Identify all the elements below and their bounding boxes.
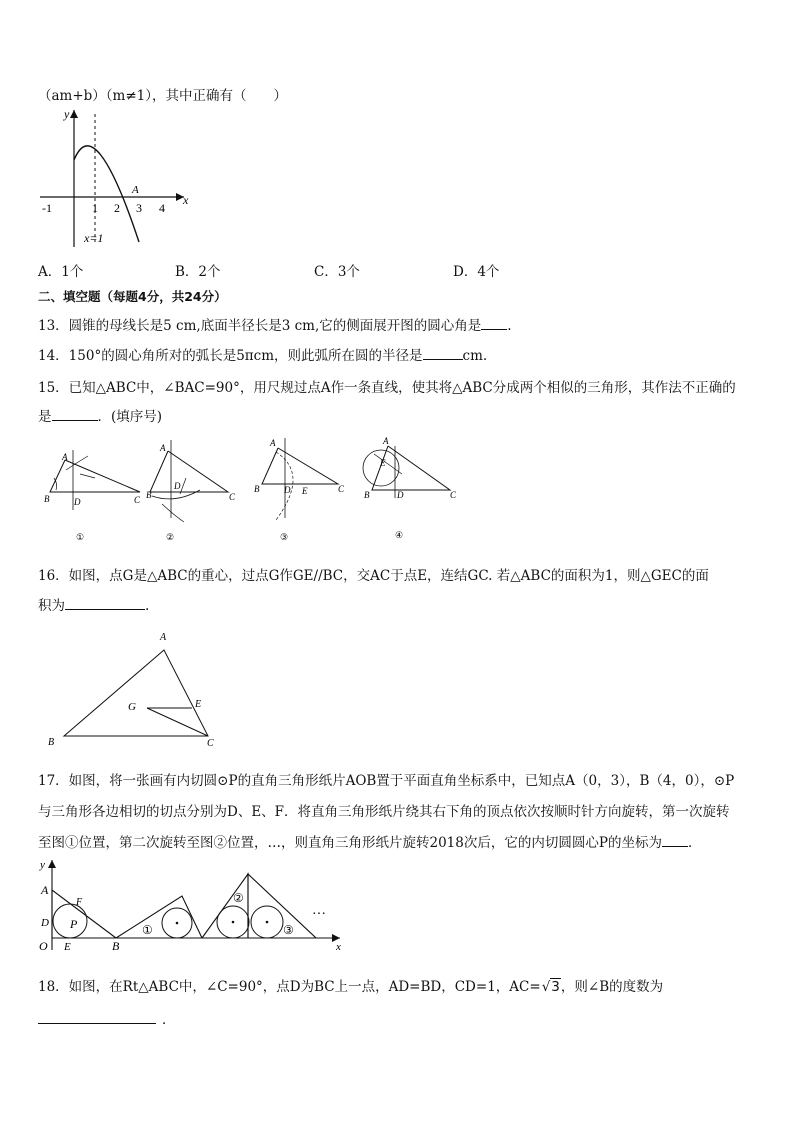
tick-neg1: -1 xyxy=(42,201,52,215)
q18-answer-blank[interactable] xyxy=(38,1011,156,1024)
q17-label-e: E xyxy=(64,941,71,953)
q15-f4-label-a: A xyxy=(383,436,389,446)
question-18 xyxy=(38,975,663,995)
q17-label-x: x xyxy=(336,941,341,953)
q15-figures xyxy=(40,434,480,550)
option-c: C．3个 xyxy=(314,264,360,280)
option-b: B．2个 xyxy=(175,264,221,280)
q17-rotation-figure xyxy=(34,856,348,954)
q16-line1: 16．如图，点G是△ABC的重心，过点G作GE//BC，交AC于点E，连结GC. 若△ABC的面积为1，则△GEC的面 xyxy=(38,568,709,584)
option-a: A．1个 xyxy=(38,264,84,280)
q18-answer-line xyxy=(38,1008,176,1028)
q15-f3-label-e: E xyxy=(302,486,308,496)
q17-line3-text: 至图①位置，第二次旋转至图②位置，…，则直角三角形纸片旋转2018次后，它的内切圆圆心P的坐标为 xyxy=(38,835,662,851)
q12-tail: （am+b）（m≠1），其中正确有（ ） xyxy=(38,88,288,104)
sqrt-symbol: √3 xyxy=(541,979,560,995)
q18-sqrt-value: 3 xyxy=(551,979,560,995)
q16-label-c: C xyxy=(207,738,214,749)
q15-f3-label-b: B xyxy=(254,484,260,494)
q16-answer-blank[interactable] xyxy=(65,597,145,610)
q15-f3-label-a: A xyxy=(270,438,276,448)
q17-label-n1: ① xyxy=(142,923,153,937)
q14-answer-blank[interactable] xyxy=(423,347,463,360)
q17-label-b: B xyxy=(112,939,120,953)
q15-fig-num-3: ③ xyxy=(280,532,289,542)
q17-label-n3: ③ xyxy=(283,923,294,937)
q15-figure-1 xyxy=(44,450,141,542)
q16-end: . xyxy=(145,598,150,614)
q15-f4-label-d: D xyxy=(397,490,404,500)
q16-label-e: E xyxy=(195,699,202,710)
q14-end: cm. xyxy=(462,348,488,364)
q16-label-g: G xyxy=(128,701,136,713)
q15-f2-label-b: B xyxy=(146,490,152,500)
point-a-label: A xyxy=(132,184,139,196)
q16-line2 xyxy=(38,594,149,614)
q14-text: 14．150°的圆心角所对的弧长是5πcm，则此弧所在圆的半径是 xyxy=(38,348,423,364)
q15-f4-label-b: B xyxy=(364,490,370,500)
q15-figure-2 xyxy=(146,440,236,542)
q17-label-p: P xyxy=(70,917,78,931)
q15-f1-label-a: A xyxy=(62,452,68,462)
tick-1: 1 xyxy=(92,201,98,215)
q18-text: 18．如图，在Rt△ABC中，∠C=90°，点D为BC上一点，AD=BD，CD=1，AC= xyxy=(38,979,541,995)
q17-label-n2: ② xyxy=(233,891,244,905)
q16-label-a: A xyxy=(160,632,167,643)
q17-answer-blank[interactable] xyxy=(662,834,688,847)
q15-figure-4 xyxy=(363,436,457,540)
q18-end: ． xyxy=(162,1012,176,1028)
q15-f1-label-b: B xyxy=(44,494,50,504)
q17-line2: 与三角形各边相切的切点分别为D、E、F．将直角三角形纸片绕其右下角的顶点依次按顺时针方向旋转，第一次旋转 xyxy=(38,804,730,820)
q15-f2-label-a: A xyxy=(160,443,166,453)
q17-label-y: y xyxy=(40,859,45,871)
q15-answer-blank[interactable] xyxy=(52,408,98,421)
q15-line2 xyxy=(38,405,162,425)
q16-line2-start: 积为 xyxy=(38,598,65,614)
tick-3: 3 xyxy=(136,201,142,215)
q17-label-d: D xyxy=(41,917,49,929)
question-14 xyxy=(38,344,487,364)
q13-end: . xyxy=(507,318,512,334)
q15-line2-end: ．(填序号) xyxy=(97,409,163,425)
q15-f1-label-c: C xyxy=(134,495,141,505)
parabola-curve xyxy=(74,146,139,242)
q17-line3 xyxy=(38,831,701,851)
option-d: D．4个 xyxy=(453,264,500,280)
q17-label-dots: … xyxy=(312,903,326,918)
q15-fig-num-1: ① xyxy=(76,532,85,542)
q13-text: 13．圆锥的母线长是5 cm,底面半径长是3 cm,它的侧面展开图的圆心角是 xyxy=(38,318,482,334)
q16-label-b: B xyxy=(48,737,55,748)
q15-line1: 15．已知△ABC中，∠BAC=90°，用尺规过点A作一条直线，使其将△ABC分成两个相似的三角形，其作法不正确的 xyxy=(38,380,736,396)
axis-label-x1: x=1 xyxy=(84,231,104,245)
q15-f3-label-c: C xyxy=(338,484,345,494)
q15-f4-label-c: C xyxy=(450,490,457,500)
q15-line2-start: 是 xyxy=(38,409,52,425)
y-label: y xyxy=(64,107,70,121)
question-13 xyxy=(38,314,512,334)
q15-f1-label-d: D xyxy=(74,497,81,507)
section-2-title: 二、填空题（每题4分，共24分） xyxy=(38,289,227,304)
q15-f2-label-c: C xyxy=(229,492,236,502)
q15-f3-label-d: D xyxy=(284,485,291,495)
q17-line1: 17．如图，将一张画有内切圆⊙P的直角三角形纸片AOB置于平面直角坐标系中，已知点A（0，3），B（4，0），⊙P xyxy=(38,773,735,789)
q15-fig-num-4: ④ xyxy=(395,530,404,540)
q13-answer-blank[interactable] xyxy=(481,317,507,330)
y-axis-arrow xyxy=(70,110,78,118)
q15-f4-label-e: E xyxy=(380,458,386,468)
q15-figure-3 xyxy=(254,438,345,542)
tick-4: 4 xyxy=(159,201,165,215)
q17-end: ． xyxy=(687,835,702,851)
q16-triangle-figure xyxy=(40,628,230,750)
q17-label-f: F xyxy=(76,897,83,908)
q18-text2: ，则∠B的度数为 xyxy=(560,979,664,995)
q15-fig-num-2: ② xyxy=(166,532,175,542)
q15-f2-label-d: D xyxy=(174,481,181,491)
q12-parabola-figure xyxy=(36,104,196,250)
q17-label-a: A xyxy=(41,883,49,897)
x-label: x xyxy=(183,193,189,207)
tick-2: 2 xyxy=(114,201,120,215)
q17-label-o: O xyxy=(39,939,48,953)
